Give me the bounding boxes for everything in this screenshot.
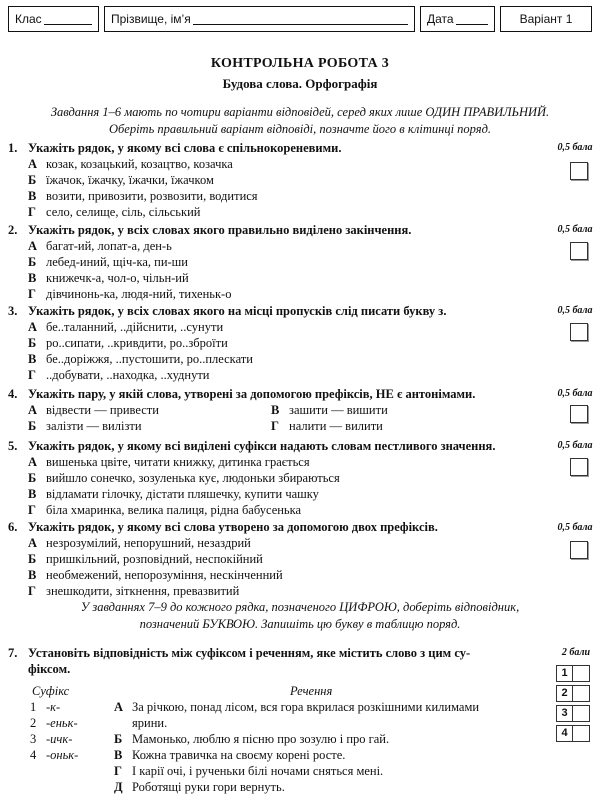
option-letter: А: [28, 239, 38, 253]
option-letter: Г: [28, 368, 36, 382]
option-b: [8, 172, 548, 188]
sentence-letter: А: [114, 700, 124, 714]
task-number: 1.: [8, 141, 18, 155]
task-question: Укажіть рядок, у всіх словах якого на місці пропусків слід писати букву з.: [28, 304, 447, 318]
sentence-row: [114, 763, 548, 779]
option-letter: Б: [28, 336, 37, 350]
task-question: Укажіть рядок, у якому всі слова утворено за допомогою двох префіксів.: [28, 520, 438, 534]
name-label: Прізвище, ім’я: [111, 12, 191, 26]
points-label: 0,5 бала: [557, 522, 593, 533]
option-a: [8, 238, 548, 254]
sentence-text: За річкою, понад лісом, вся гора вкрилася розкішними килимами: [132, 700, 480, 714]
name-blank[interactable]: [193, 13, 408, 25]
suffix-row: [30, 699, 100, 715]
sentence-letter: Г: [114, 764, 122, 778]
suffix-number: 2: [30, 716, 37, 730]
task-number: 7.: [8, 646, 18, 660]
option-letter: Г: [28, 205, 36, 219]
option-g: [271, 418, 514, 434]
page-title: КОНТРОЛЬНА РОБОТА 3: [210, 56, 390, 71]
task-question: Установіть відповідність між суфіксом і реченням, яке містить слово з цим су-: [28, 646, 471, 660]
suffix-row: [30, 747, 100, 763]
option-text: козак, козацький, козацтво, козачка: [46, 157, 233, 171]
option-letter: В: [271, 403, 280, 417]
instruction-line: позначений БУКВОЮ. Запишіть цю букву в таблицю поряд.: [139, 617, 461, 631]
suffix-column: [30, 683, 100, 763]
sentence-column: [114, 683, 548, 795]
option-v: [8, 486, 548, 502]
suffix-row: [30, 731, 100, 747]
option-letter: Г: [28, 287, 36, 301]
option-b: [8, 551, 548, 567]
option-text: возити, привозити, розвозити, водитися: [46, 189, 258, 203]
answer-row-3: [556, 705, 594, 722]
answer-key: 4: [556, 725, 573, 742]
task-number: 4.: [8, 387, 18, 401]
option-text: залізти — вилізти: [46, 419, 142, 433]
task-question-cont: фіксом.: [28, 662, 71, 676]
option-text: село, селище, сіль, сільський: [46, 205, 201, 219]
option-text: налити — вилити: [289, 419, 383, 433]
answer-checkbox-3[interactable]: [570, 323, 588, 341]
option-b: [28, 418, 271, 434]
points-label: 0,5 бала: [557, 440, 593, 451]
option-v: [8, 351, 548, 367]
sentence-letter: Б: [114, 732, 123, 746]
option-v: [8, 567, 548, 583]
option-v: [8, 188, 548, 204]
option-text: дівчинонь-ка, людя-ний, тихеньк-о: [46, 287, 232, 301]
answer-checkbox-4[interactable]: [570, 405, 588, 423]
sentence-text: Мамонько, люблю я пісню про зозулю і про гай.: [132, 732, 390, 746]
suffix-text: -еньк-: [46, 716, 78, 730]
option-b: [8, 335, 548, 351]
date-field[interactable]: [420, 6, 495, 32]
class-field[interactable]: [8, 6, 99, 32]
task-question: Укажіть рядок, у якому всі виділені суфікси надають словам пестливого значення.: [28, 439, 496, 453]
option-text: бе..доріжжя, ..пустошити, ро..плескати: [46, 352, 253, 366]
option-text: вишенька цвіте, читати книжку, дитинка грається: [46, 455, 310, 469]
answer-cell-1[interactable]: [573, 665, 590, 682]
answer-checkbox-6[interactable]: [570, 541, 588, 559]
option-text: відвести — привести: [46, 403, 159, 417]
name-field[interactable]: [104, 6, 415, 32]
suffix-text: -ичк-: [46, 732, 73, 746]
instruction-line: У завданнях 7–9 до кожного рядка, позначеного ЦИФРОЮ, доберіть відповідник,: [80, 600, 520, 614]
task-6: [8, 519, 548, 599]
option-text: ро..сипати, ..кривдити, ро..зброїти: [46, 336, 228, 350]
sentence-row: [114, 779, 548, 795]
points-label: 0,5 бала: [557, 224, 593, 235]
task-2: [8, 222, 548, 302]
task-3: [8, 303, 548, 383]
sentence-row: [114, 715, 548, 731]
option-letter: Г: [271, 419, 279, 433]
answer-row-4: [556, 725, 594, 742]
option-letter: Г: [28, 584, 36, 598]
option-letter: А: [28, 536, 38, 550]
suffix-number: 1: [30, 700, 37, 714]
instruction-block-2: [0, 599, 600, 633]
option-g: [8, 583, 548, 599]
sentence-text: Кожна травичка на своєму корені росте.: [132, 748, 346, 762]
answer-row-1: [556, 665, 594, 682]
points-label: 0,5 бала: [557, 142, 593, 153]
sentence-column-header: Речення: [290, 684, 333, 698]
option-text: вийшло сонечко, зозуленька кує, людоньки збираються: [46, 471, 340, 485]
option-text: книжечк-а, чол-о, чільн-ий: [46, 271, 189, 285]
option-text: їжачок, їжачку, їжачки, їжачком: [46, 173, 214, 187]
answer-checkbox-5[interactable]: [570, 458, 588, 476]
option-text: незрозумілий, непорушний, незаздрий: [46, 536, 251, 550]
option-letter: А: [28, 320, 38, 334]
task-question: Укажіть рядок, у всіх словах якого правильно виділено закінчення.: [28, 223, 412, 237]
option-letter: А: [28, 157, 38, 171]
date-label: Дата: [427, 12, 454, 26]
sentence-letter: В: [114, 748, 123, 762]
option-a: [8, 156, 548, 172]
option-v: [8, 270, 548, 286]
option-a: [8, 319, 548, 335]
sentence-text: І карії очі, і рученьки білі ночами сняться мені.: [132, 764, 384, 778]
suffix-text: -оньк-: [46, 748, 79, 762]
sentence-letter: Д: [114, 780, 123, 794]
option-g: [8, 502, 548, 518]
option-text: ..добувати, ..находка, ..худнути: [46, 368, 210, 382]
suffix-text: -к-: [46, 700, 61, 714]
option-letter: Б: [28, 552, 37, 566]
instruction-block-1: [0, 104, 600, 138]
option-letter: В: [28, 487, 37, 501]
option-letter: В: [28, 189, 37, 203]
sentence-row: [114, 699, 548, 715]
answer-row-2: [556, 685, 594, 702]
task-number: 2.: [8, 223, 18, 237]
option-text: пришкільний, розповідний, неспокійний: [46, 552, 263, 566]
option-g: [8, 286, 548, 302]
points-label: 0,5 бала: [557, 388, 593, 399]
answer-cell-2[interactable]: [573, 685, 590, 702]
option-text: бе..таланний, ..дійснити, ..сунути: [46, 320, 224, 334]
answer-checkbox-1[interactable]: [570, 162, 588, 180]
answer-checkbox-2[interactable]: [570, 242, 588, 260]
points-label: 2 бали: [561, 647, 591, 658]
instruction-line: Оберіть правильний варіант відповіді, позначте його в клітинці поряд.: [108, 122, 492, 136]
option-letter: А: [28, 403, 38, 417]
sentence-text: Роботящі руки гори вернуть.: [132, 780, 285, 794]
option-text: багат-ий, лопат-а, ден-ь: [46, 239, 172, 253]
option-g: [8, 367, 548, 383]
task-number: 6.: [8, 520, 18, 534]
task-1: [8, 140, 548, 220]
option-letter: А: [28, 455, 38, 469]
class-label: Клас: [15, 12, 42, 26]
answer-key: 1: [556, 665, 573, 682]
instruction-line: Завдання 1–6 мають по чотири варіанти відповідей, серед яких лише ОДИН ПРАВИЛЬНИЙ.: [50, 105, 550, 119]
option-v: [271, 402, 514, 418]
option-letter: Б: [28, 471, 37, 485]
suffix-column-header: Суфікс: [32, 684, 70, 698]
option-letter: В: [28, 271, 37, 285]
suffix-number: 4: [30, 748, 37, 762]
page-subtitle: Будова слова. Орфографія: [222, 76, 378, 91]
option-a: [8, 454, 548, 470]
option-letter: В: [28, 568, 37, 582]
sentence-text: ярини.: [132, 716, 168, 730]
option-letter: Г: [28, 503, 36, 517]
sentence-row: [114, 731, 548, 747]
option-text: відламати гілочку, дістати пляшечку, купити чашку: [46, 487, 319, 501]
sentence-letter: [114, 715, 132, 731]
task-number: 3.: [8, 304, 18, 318]
date-blank[interactable]: [456, 13, 488, 25]
answer-key: 3: [556, 705, 573, 722]
sentence-row: [114, 747, 548, 763]
option-a: [8, 535, 548, 551]
task-4: [8, 386, 548, 434]
answer-cell-3[interactable]: [573, 705, 590, 722]
option-text: знешкодити, зіткнення, превазвитий: [46, 584, 240, 598]
variant-label: Варіант 1: [519, 12, 573, 26]
answer-cell-4[interactable]: [573, 725, 590, 742]
task-5: [8, 438, 548, 518]
option-letter: Б: [28, 173, 37, 187]
option-b: [8, 254, 548, 270]
class-blank[interactable]: [44, 13, 92, 25]
option-letter: Б: [28, 255, 37, 269]
points-label: 0,5 бала: [557, 305, 593, 316]
suffix-row: [30, 715, 100, 731]
task-question: Укажіть рядок, у якому всі слова є спільнокореневими.: [28, 141, 342, 155]
option-letter: Б: [28, 419, 37, 433]
task-7: [8, 645, 548, 677]
option-text: лебед-иний, щіч-ка, пи-ши: [46, 255, 188, 269]
option-letter: В: [28, 352, 37, 366]
variant-badge: [500, 6, 592, 32]
task-number: 5.: [8, 439, 18, 453]
task-question: Укажіть пару, у якій слова, утворені за допомогою префіксів, НЕ є антонімами.: [28, 387, 476, 401]
option-b: [8, 470, 548, 486]
option-text: біла хмаринка, велика палиця, рідна бабусенька: [46, 503, 302, 517]
option-a: [28, 402, 271, 418]
option-text: зашити — вишити: [289, 403, 388, 417]
option-text: необмежений, непорозуміння, нескінченний: [46, 568, 283, 582]
suffix-number: 3: [30, 732, 37, 746]
answer-key: 2: [556, 685, 573, 702]
option-g: [8, 204, 548, 220]
